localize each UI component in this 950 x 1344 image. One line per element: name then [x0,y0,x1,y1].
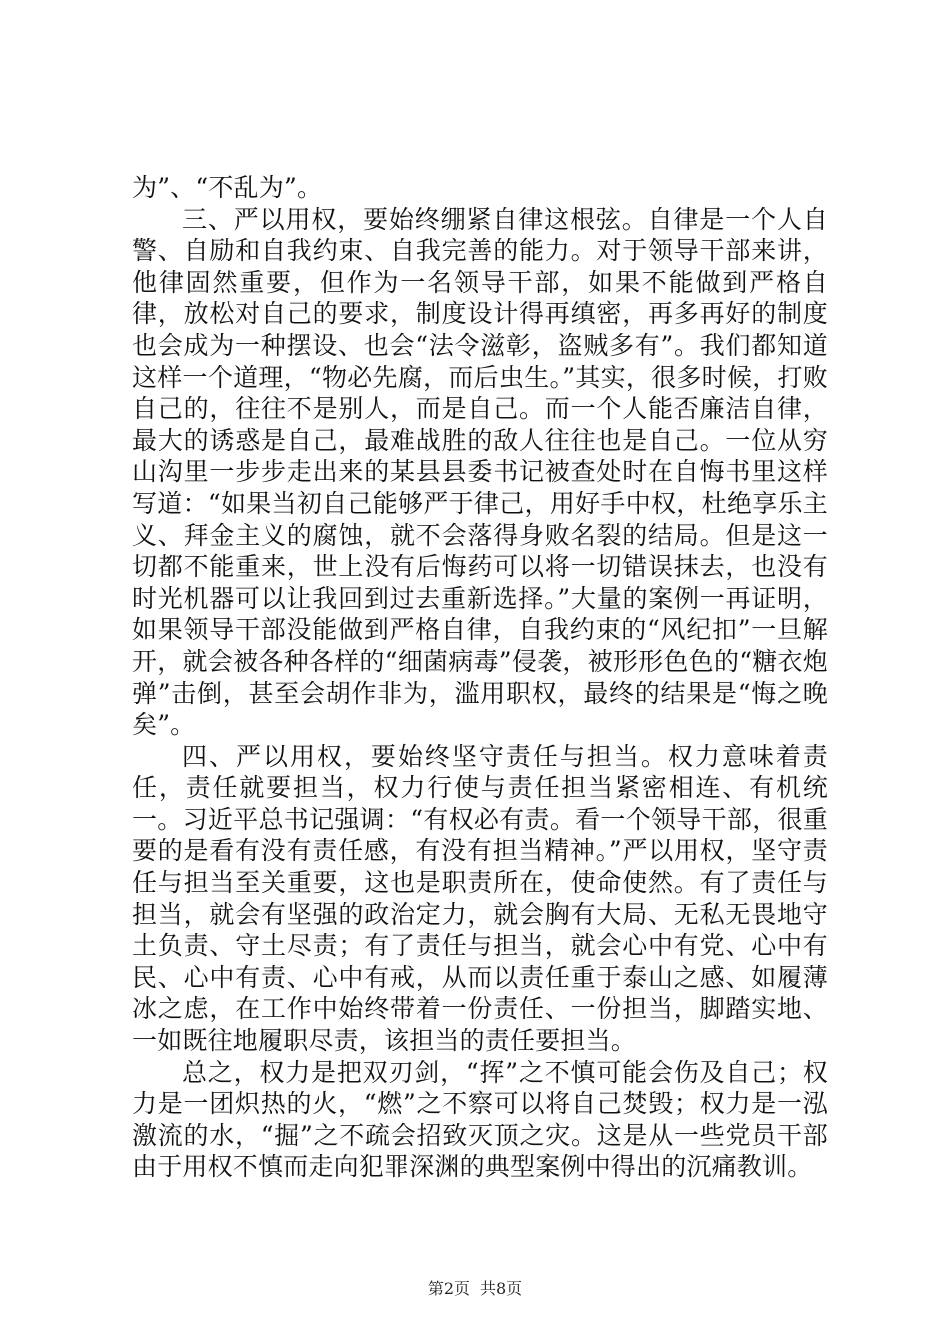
page-footer [0,1276,950,1299]
document-body [132,172,828,1183]
page-total: 共8页 [480,1279,523,1298]
page-number: 第2页 [427,1279,470,1298]
paragraph-self-discipline: 三、严以用权，要始终绷紧自律这根弦。自律是一个人自警、自励和自我约束、自我完善的能力。对于领导干部来讲，他律固然重要，但作为一名领导干部，如果不能做到严格自律，放松对自己的要求，制度设计得再缜密，再多再好的制度也会成为一种摆设、也会“法令滋彰，盗贼多有”。我们都知道这样一个道理，“物必先腐，而后虫生。”其实，很多时候，打败自己的，往往不是别人，而是自己。而一个人能否廉洁自律，最大的诱惑是自己，最难战胜的敌人往往也是自己。一位从穷山沟里一步步走出来的某县县委书记被查处时在自悔书里这样写道：“如果当初自己能够严于律己，用好手中权，杜绝享乐主义、拜金主义的腐蚀，就不会落得身败名裂的结局。但是这一切都不能重来，世上没有后悔药可以将一切错误抹去，也没有时光机器可以让我回到过去重新选择。”大量的案例一再证明，如果领导干部没能做到严格自律，自我约束的“风纪扣”一旦解开，就会被各种各样的“细菌病毒”侵袭，被形形色色的“糖衣炮弹”击倒，甚至会胡作非为，滥用职权，最终的结果是“悔之晚矣”。 [132,204,828,740]
paragraph-responsibility: 四、严以用权，要始终坚守责任与担当。权力意味着责任，责任就要担当，权力行使与责任担当紧密相连、有机统一。习近平总书记强调：“有权必有责。看一个领导干部，很重要的是看有没有责任感，有没有担当精神。”严以用权，坚守责任与担当至关重要，这也是职责所在，使命使然。有了责任与担当，就会有坚强的政治定力，就会胸有大局、无私无畏地守土负责、守土尽责；有了责任与担当，就会心中有党、心中有民、心中有责、心中有戒，从而以责任重于泰山之感、如履薄冰之虑，在工作中始终带着一份责任、一份担当，脚踏实地、一如既往地履职尽责，该担当的责任要担当。 [132,741,828,1056]
paragraph-conclusion: 总之，权力是把双刃剑，“挥”之不慎可能会伤及自己；权力是一团炽热的火，“燃”之不察可以将自己焚毁；权力是一泓激流的水，“掘”之不疏会招致灭顶之灾。这是从一些党员干部由于用权不慎而走向犯罪深渊的典型案例中得出的沉痛教训。 [132,1057,828,1182]
paragraph-continuation: 为”、“不乱为”。 [132,173,323,202]
